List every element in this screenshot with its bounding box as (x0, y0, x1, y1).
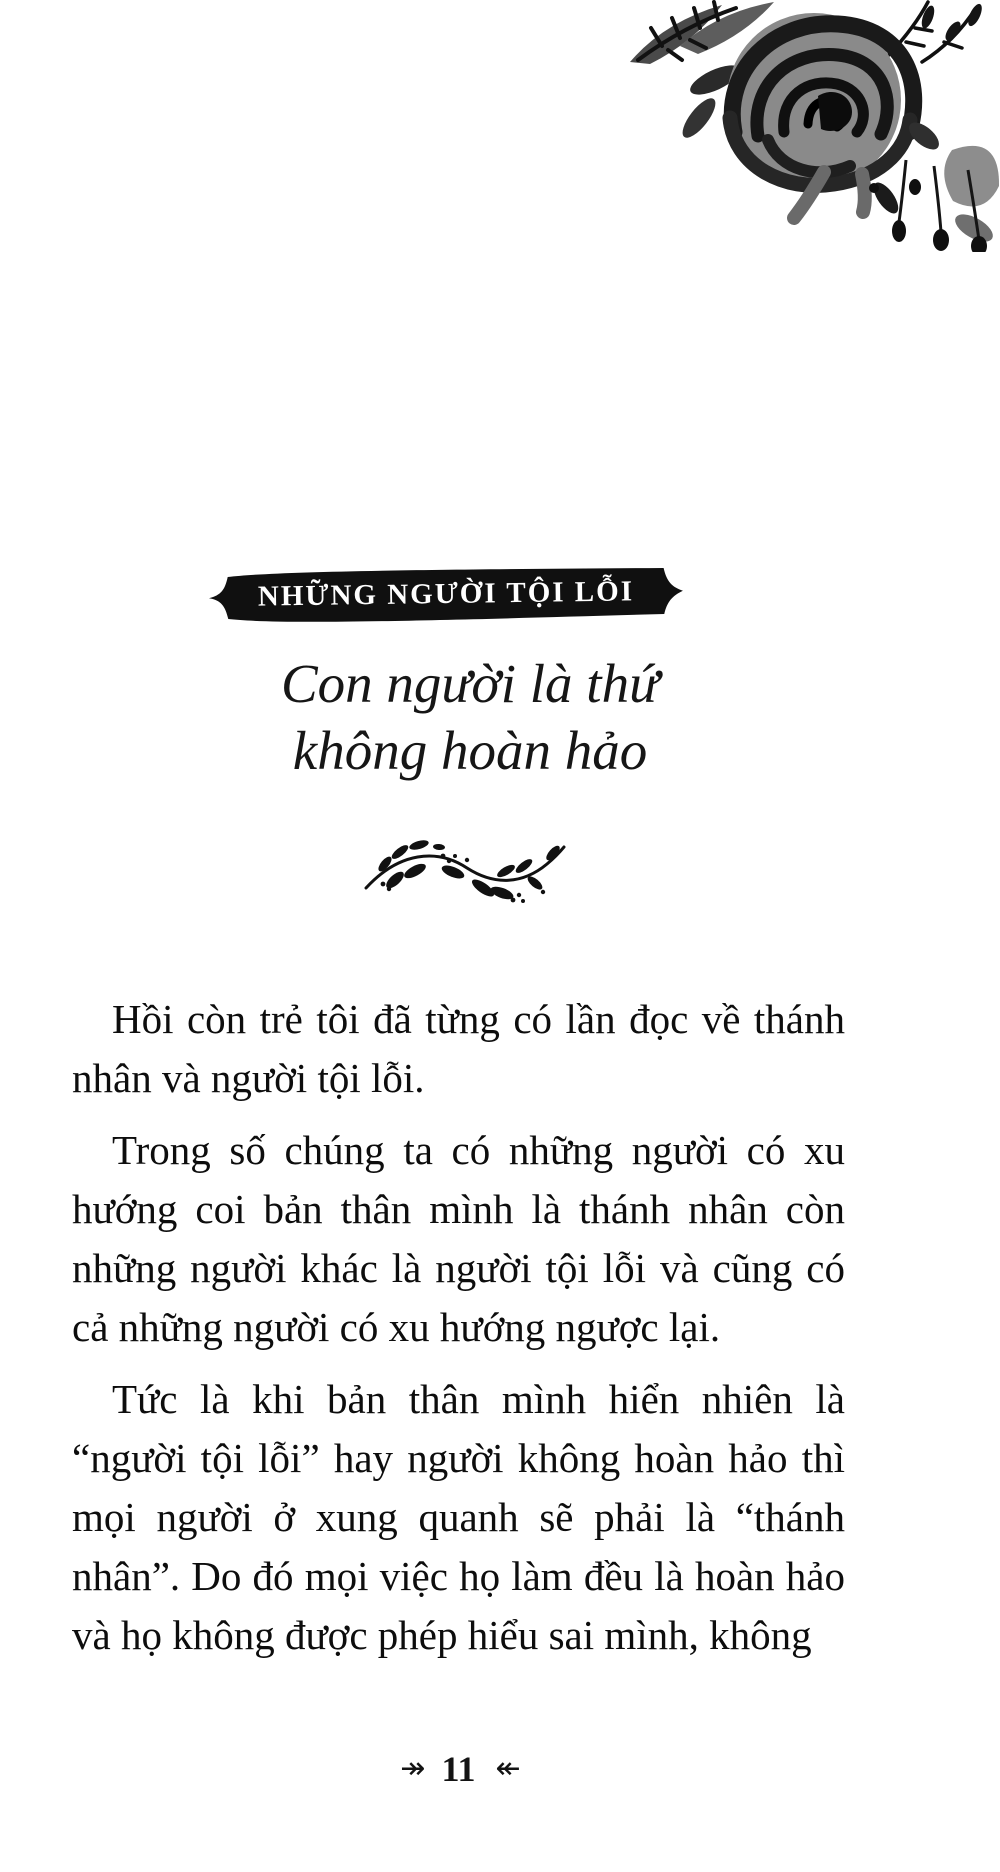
paragraph-3: Tức là khi bản thân mình hiển nhiên là “người tội lỗi” hay người không hoàn hảo thì mọi người ở xung quanh sẽ phải là “thánh nhân”. Do đó mọi việc họ làm đều là hoàn hảo và họ không được phép hiểu sai mình, không (72, 1376, 845, 1658)
page-number: 11 (441, 1749, 476, 1789)
branch-divider-icon (363, 838, 567, 908)
chapter-banner-label: NHỮNG NGƯỜI TỘI LỖI (257, 574, 635, 613)
paragraph-1: Hồi còn trẻ tôi đã từng có lần đọc về thánh nhân và người tội lỗi. (72, 996, 845, 1101)
body-text (72, 990, 845, 1678)
chapter-title-line2: không hoàn hảo (292, 720, 648, 781)
right-arrows-icon: ↠ (400, 1751, 422, 1786)
chapter-title (70, 650, 870, 784)
left-arrows-icon: ↞ (495, 1751, 517, 1786)
paragraph-2: Trong số chúng ta có những người có xu hướng coi bản thân mình là thánh nhân còn những người khác là người tội lỗi và cũng có cả những người có xu hướng ngược lại. (72, 1127, 845, 1350)
corner-flower-icon (622, 0, 1000, 252)
chapter-title-line1: Con người là thứ (280, 653, 660, 714)
page-footer (72, 1748, 845, 1790)
chapter-banner (206, 560, 687, 635)
